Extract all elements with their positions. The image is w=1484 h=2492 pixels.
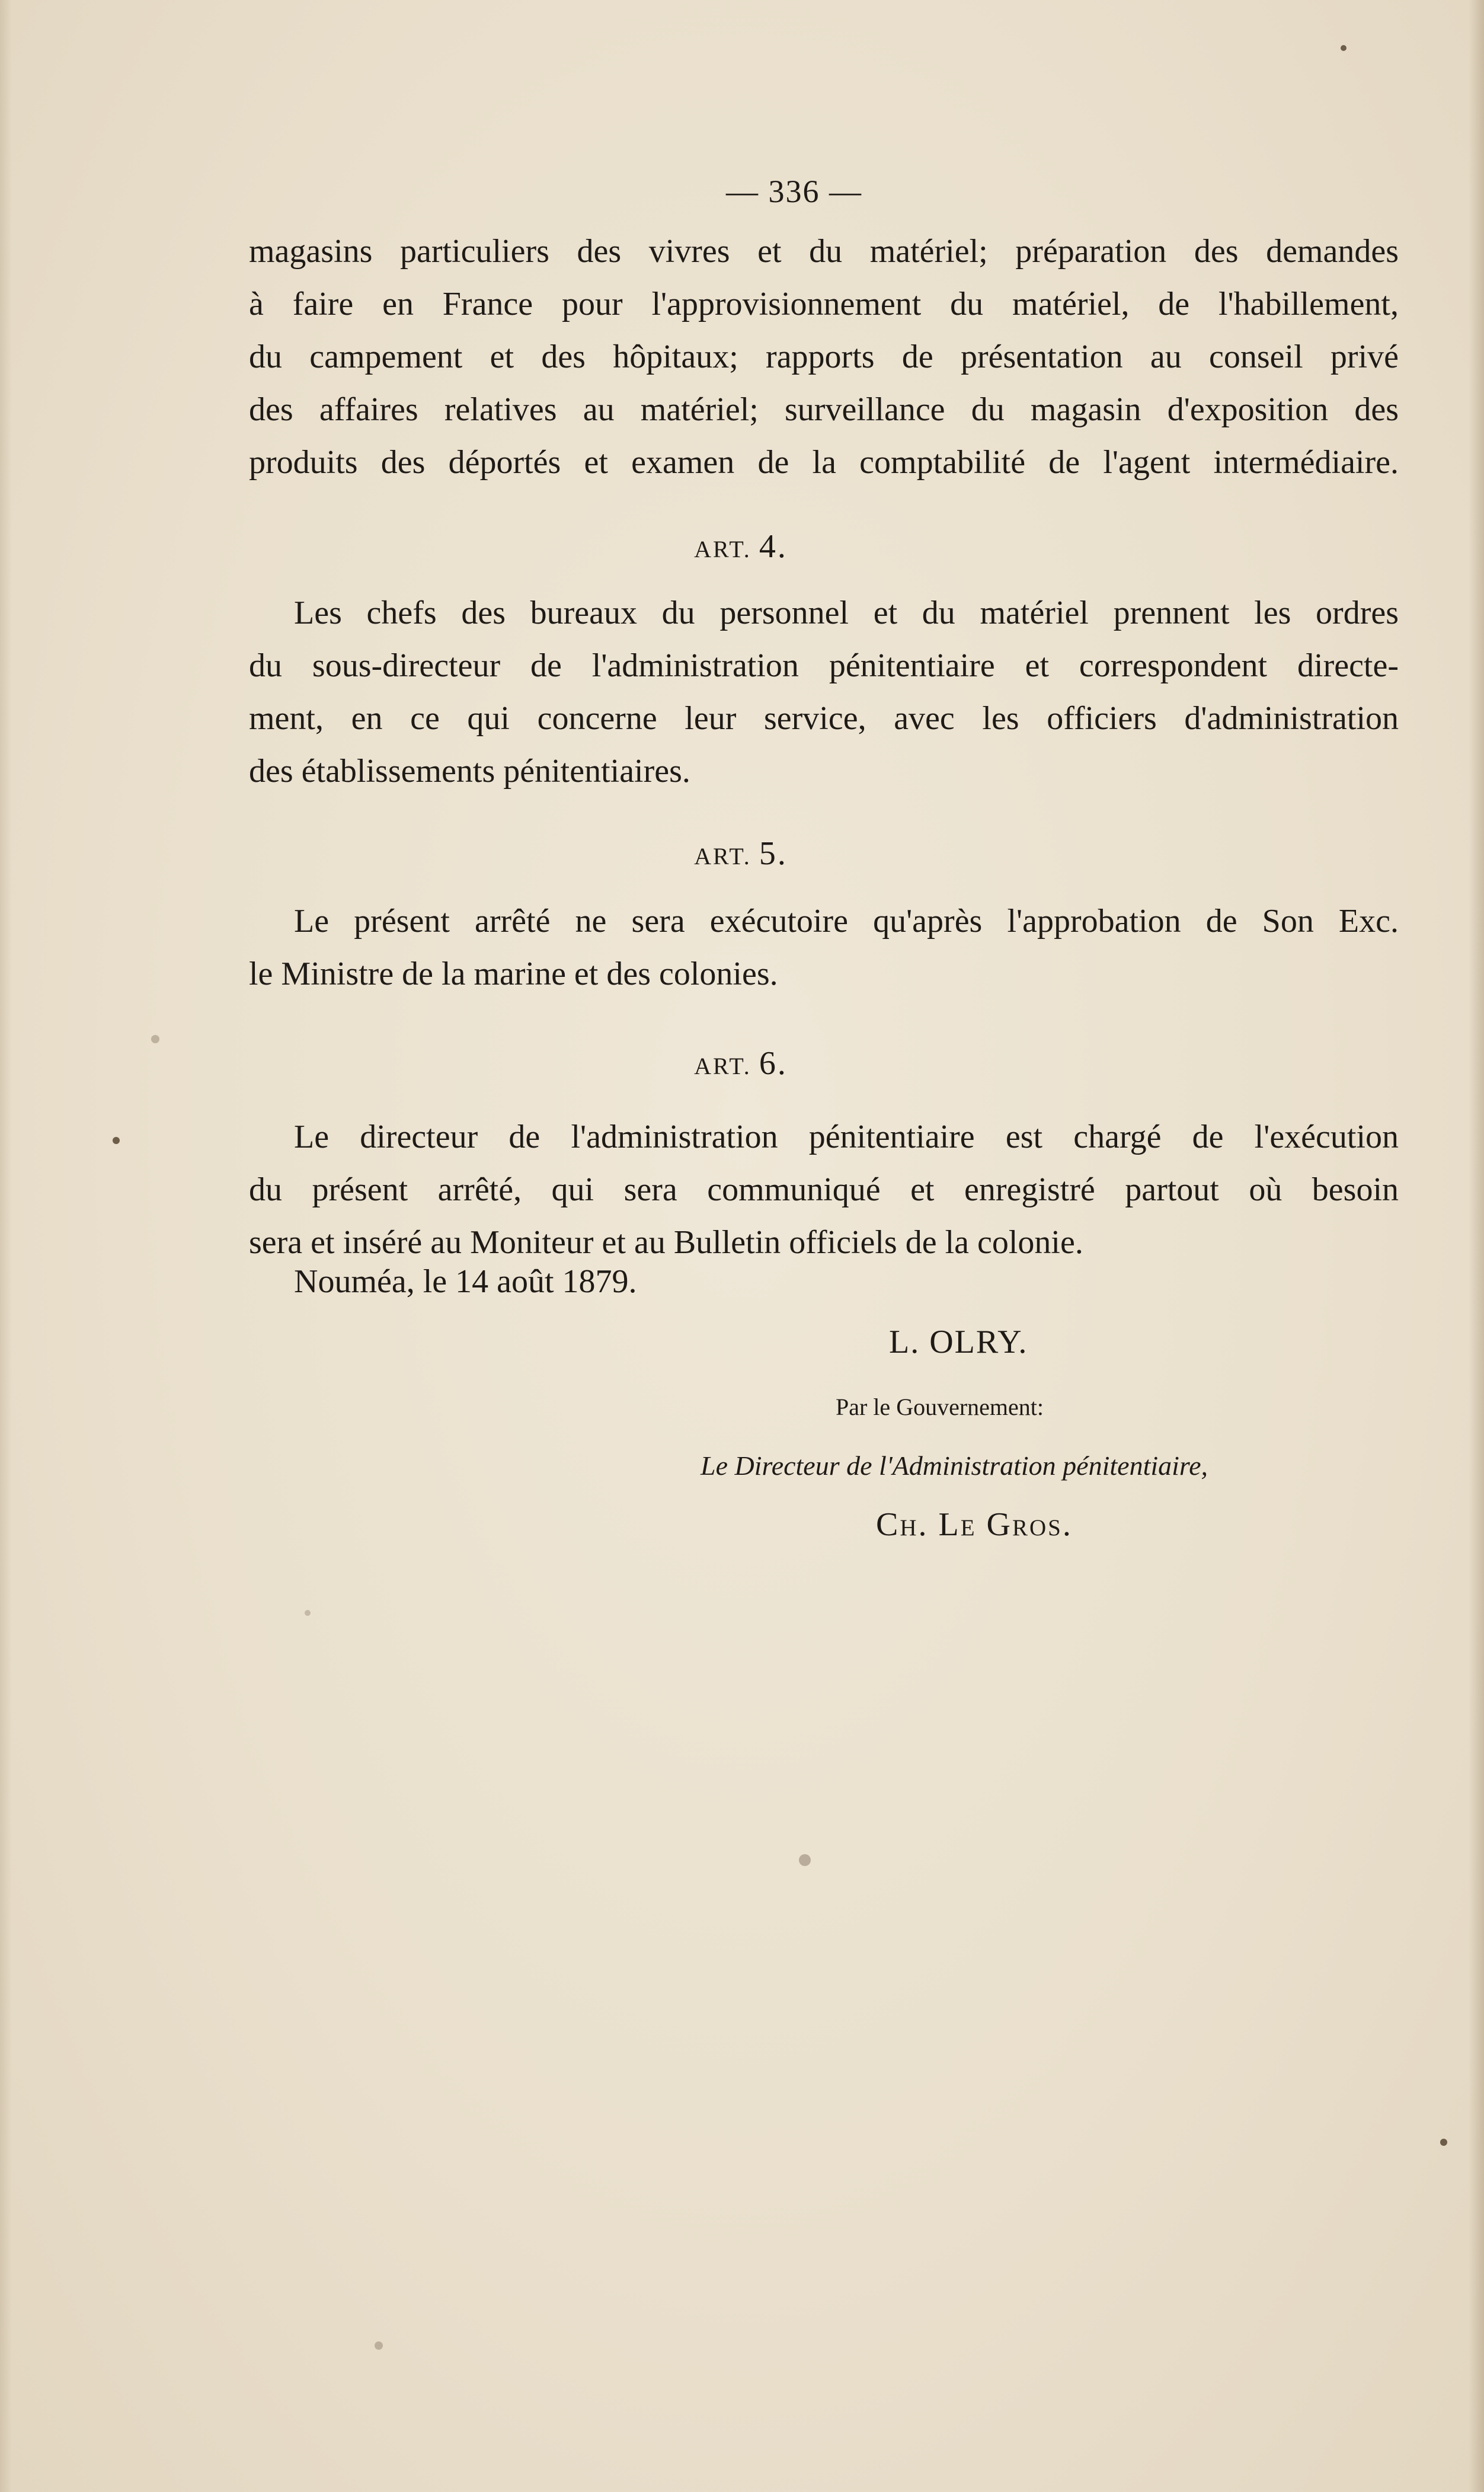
- text-line: des établissements pénitentiaires.: [249, 753, 690, 790]
- government-label: Par le Gouvernement:: [836, 1394, 1044, 1420]
- paper-speck: [151, 1035, 159, 1043]
- paper-speck: [799, 1854, 811, 1866]
- paper-speck: [375, 2341, 383, 2350]
- text-line: du sous-directeur de l'administration pénitentiaire et correspondent directe-: [249, 647, 1399, 684]
- text-line: sera et inséré au Moniteur et au Bulletin officiels de la colonie.: [249, 1224, 1083, 1261]
- article-label: ART.: [694, 1053, 751, 1079]
- paper-speck: [305, 1610, 311, 1616]
- article-number: 4.: [759, 528, 788, 565]
- text-line: Le présent arrêté ne sera exécutoire qu'après l'approbation de Son Exc.: [294, 903, 1399, 940]
- text-line: du présent arrêté, qui sera communiqué et enregistré partout où besoin: [249, 1171, 1399, 1208]
- text-line: Le directeur de l'administration pénitentiaire est chargé de l'exécution: [294, 1119, 1399, 1155]
- article-number: 6.: [759, 1045, 788, 1082]
- text-line: Les chefs des bureaux du personnel et du matériel prennent les ordres: [294, 595, 1399, 631]
- article-label: ART.: [694, 536, 751, 563]
- place-and-date: Nouméa, le 14 août 1879.: [294, 1263, 637, 1300]
- article-number: 5.: [759, 835, 788, 872]
- paper-speck: [1440, 2139, 1447, 2146]
- paper-speck: [113, 1137, 120, 1144]
- page-edge-right: [1469, 0, 1484, 2492]
- article-6-heading: [593, 1044, 889, 1082]
- signatory-name: L. OLRY.: [889, 1324, 1028, 1360]
- text-line: produits des déportés et examen de la comptabilité de l'agent intermédiaire.: [249, 444, 1399, 481]
- page-edge-left: [0, 0, 12, 2492]
- intro-paragraph: [249, 225, 1399, 489]
- article-5-heading: [593, 835, 889, 873]
- article-5-paragraph: [249, 895, 1399, 1001]
- director-name: Ch. Le Gros.: [876, 1506, 1073, 1543]
- text-line: du campement et des hôpitaux; rapports de présentation au conseil privé: [249, 338, 1399, 375]
- article-4-heading: [593, 528, 889, 566]
- article-label: ART.: [694, 843, 751, 870]
- director-title: Le Directeur de l'Administration pénitentiaire,: [701, 1451, 1208, 1481]
- text-line: magasins particuliers des vivres et du matériel; préparation des demandes: [249, 233, 1399, 270]
- text-line: le Ministre de la marine et des colonies.: [249, 956, 778, 992]
- article-4-paragraph: [249, 587, 1399, 798]
- paper-speck: [1341, 45, 1347, 51]
- text-line: à faire en France pour l'approvisionnement du matériel, de l'habillement,: [249, 286, 1399, 322]
- text-line: des affaires relatives au matériel; surveillance du magasin d'exposition des: [249, 391, 1399, 428]
- page-number: — 336 —: [726, 174, 862, 209]
- article-6-paragraph: [249, 1111, 1399, 1269]
- text-line: ment, en ce qui concerne leur service, avec les officiers d'administration: [249, 700, 1399, 737]
